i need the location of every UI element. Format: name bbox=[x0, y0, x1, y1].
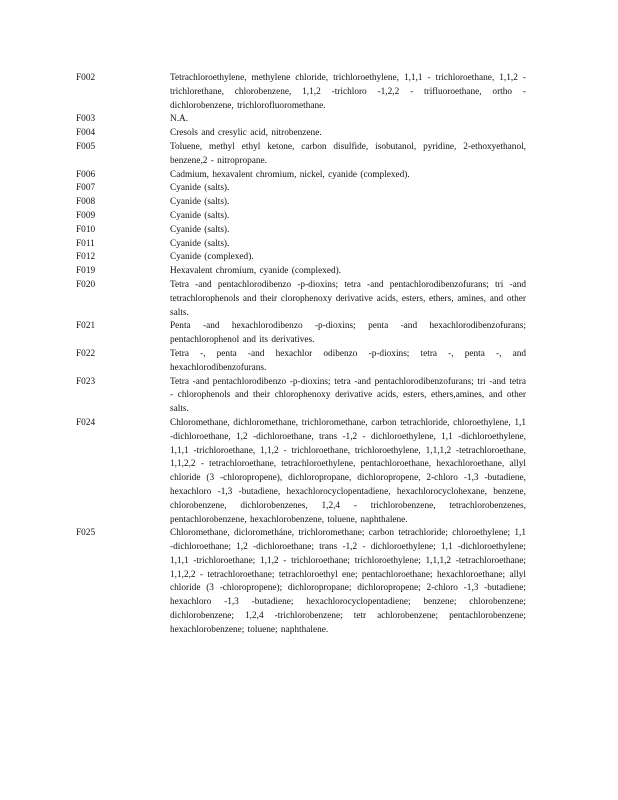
waste-description: Hexavalent chromium, cyanide (complexed). bbox=[170, 266, 342, 277]
waste-code: F019 bbox=[76, 266, 96, 277]
waste-code: F011 bbox=[76, 238, 95, 249]
waste-code: F010 bbox=[76, 224, 96, 235]
waste-code-entry bbox=[76, 210, 546, 224]
waste-description: Cyanide (complexed). bbox=[170, 252, 254, 263]
waste-code-entry bbox=[76, 238, 546, 252]
waste-description: Cyanide (salts). bbox=[170, 238, 230, 249]
waste-description: Tetra -and pentachlorodibenzo -p-dioxins; tetra -and pentachlorodibenzofurans; tri -and tetra - chlorophenols and their chlorophenoxy derivative acids, esters, ethers,amines, and other salts. bbox=[170, 376, 526, 415]
waste-code: F024 bbox=[76, 417, 96, 428]
waste-code: F004 bbox=[76, 128, 96, 139]
waste-description: Cyanide (salts). bbox=[170, 210, 230, 221]
waste-code: F012 bbox=[76, 252, 96, 263]
waste-description: Tetra -, penta -and hexachlor odibenzo -p-dioxins; tetra -, penta -, and hexachlorodibenzofurans. bbox=[170, 348, 526, 373]
waste-description: N.A. bbox=[170, 114, 189, 125]
waste-description: Cresols and cresylic acid, nitrobenzene. bbox=[170, 128, 322, 139]
waste-code-entry bbox=[76, 376, 546, 417]
waste-code: F020 bbox=[76, 279, 96, 290]
waste-code-entry bbox=[76, 265, 546, 279]
waste-description: Chloromethane, dichloromethane, trichloromethane, carbon tetrachloride, chloroethylene, 1,1 -dichloroethane, 1,2 -dichloroethane, trans -1,2 - dichloroethylene, 1,1 -dichloroethylene, 1,1,1 -trichloroethane, 1,1,2 - trichloroethane, trichloroethylene, 1,1,1,2 -tetrachloroethane, 1,1,2,2 - tetrachloroethane, tetrachloroethylene, pentachloroethane, hexachloroethane, allyl chloride (3 -chloropropene), dichloropropane, dichloropropene, 2-chloro -1,3 -butadiene, hexachloro -1,3 -butadiene, hexachlorocyclopentadiene, hexachlorocyclohexane, benzene, chlorobenzene, dichlorobenzenes, 1,2,4 - trichlorobenzene, tetrachlorobenzenes, pentachlorobenzene, hexachlorobenzene, toluene, naphthalene. bbox=[170, 417, 526, 525]
waste-code-entry bbox=[76, 527, 546, 637]
waste-code-entry bbox=[76, 348, 546, 376]
waste-code: F021 bbox=[76, 321, 96, 332]
waste-description: Cyanide (salts). bbox=[170, 224, 230, 235]
waste-code-entry bbox=[76, 72, 546, 113]
waste-code: F003 bbox=[76, 114, 96, 125]
waste-code-entry bbox=[76, 127, 546, 141]
waste-code-list bbox=[76, 72, 546, 638]
waste-code: F007 bbox=[76, 183, 96, 194]
waste-code: F023 bbox=[76, 376, 96, 387]
waste-code: F022 bbox=[76, 348, 96, 359]
waste-code-entry bbox=[76, 141, 546, 169]
waste-code-entry bbox=[76, 113, 546, 127]
waste-code-entry bbox=[76, 169, 546, 183]
waste-code: F008 bbox=[76, 197, 96, 208]
waste-code: F002 bbox=[76, 73, 96, 83]
waste-description: Toluene, methyl ethyl ketone, carbon disulfide, isobutanol, pyridine, 2-ethoxyethanol, benzene,2 - nitropropane. bbox=[170, 141, 526, 166]
waste-code-entry bbox=[76, 182, 546, 196]
waste-code-entry bbox=[76, 251, 546, 265]
waste-code-entry bbox=[76, 279, 546, 320]
waste-code: F006 bbox=[76, 169, 96, 180]
waste-description: Cyanide (salts). bbox=[170, 197, 230, 208]
waste-description: Tetra -and pentachlorodibenzo -p-dioxins; tetra -and pentachlorodibenzofurans; tri -and tetrachlorophenols and their clorophenoxy derivative acids, esters, ethers, amines, and other salts. bbox=[170, 279, 526, 318]
waste-description: Chloromethane, diclorometháne, trichloromethane; carbon tetrachloride; chloroethylene; 1,1 -dichloroethane; 1,2 -dichloroethane; trans -1,2 - dichloroethylene; 1,1 -dichloroethylene; 1,1,1 -trichloroethane; 1,1,2 - trichloroethane; trichloroethylene; 1,1,1,2 -tetrachloroethane; 1,1,2,2 - tetrachloroethane; tetrachloroethyl ene; pentachloroethane; hexachloroethane; allyl chloride (3 -chloropropene); dichloropropane; dichloropropene; 2-chloro -1,3 -butadiene; hexachloro -1,3 -butadiene; hexachlorocyclopentadiene; benzene; chlorobenzene; dichlorobenzene; 1,2,4 -trichlorobenzene; tetr achlorobenzene; pentachlorobenzene; hexachlorobenzene; toluene; naphthalene. bbox=[170, 528, 526, 635]
waste-description: Tetrachloroethylene, methylene chloride, trichloroethylene, 1,1,1 - trichloroethane, 1,1,2 -trichlorethane, chlorobenzene, 1,1,2 -trichloro -1,2,2 - trifluoroethane, ortho -dichlorobenzene, trichlorofluoromethane. bbox=[170, 73, 526, 111]
waste-description: Cyanide (salts). bbox=[170, 183, 230, 194]
waste-code-entry bbox=[76, 320, 546, 348]
waste-code: F009 bbox=[76, 210, 96, 221]
waste-code: F005 bbox=[76, 141, 96, 152]
waste-description: Penta -and hexachlorodibenzo -p-dioxins; penta -and hexachlorodibenzofurans; pentachlorophenol and its derivatives. bbox=[170, 321, 526, 346]
waste-description: Cadmium, hexavalent chromium, nickel, cyanide (complexed). bbox=[170, 169, 410, 180]
waste-code-entry bbox=[76, 417, 546, 527]
waste-code: F025 bbox=[76, 528, 96, 539]
waste-code-entry bbox=[76, 224, 546, 238]
waste-code-entry bbox=[76, 196, 546, 210]
